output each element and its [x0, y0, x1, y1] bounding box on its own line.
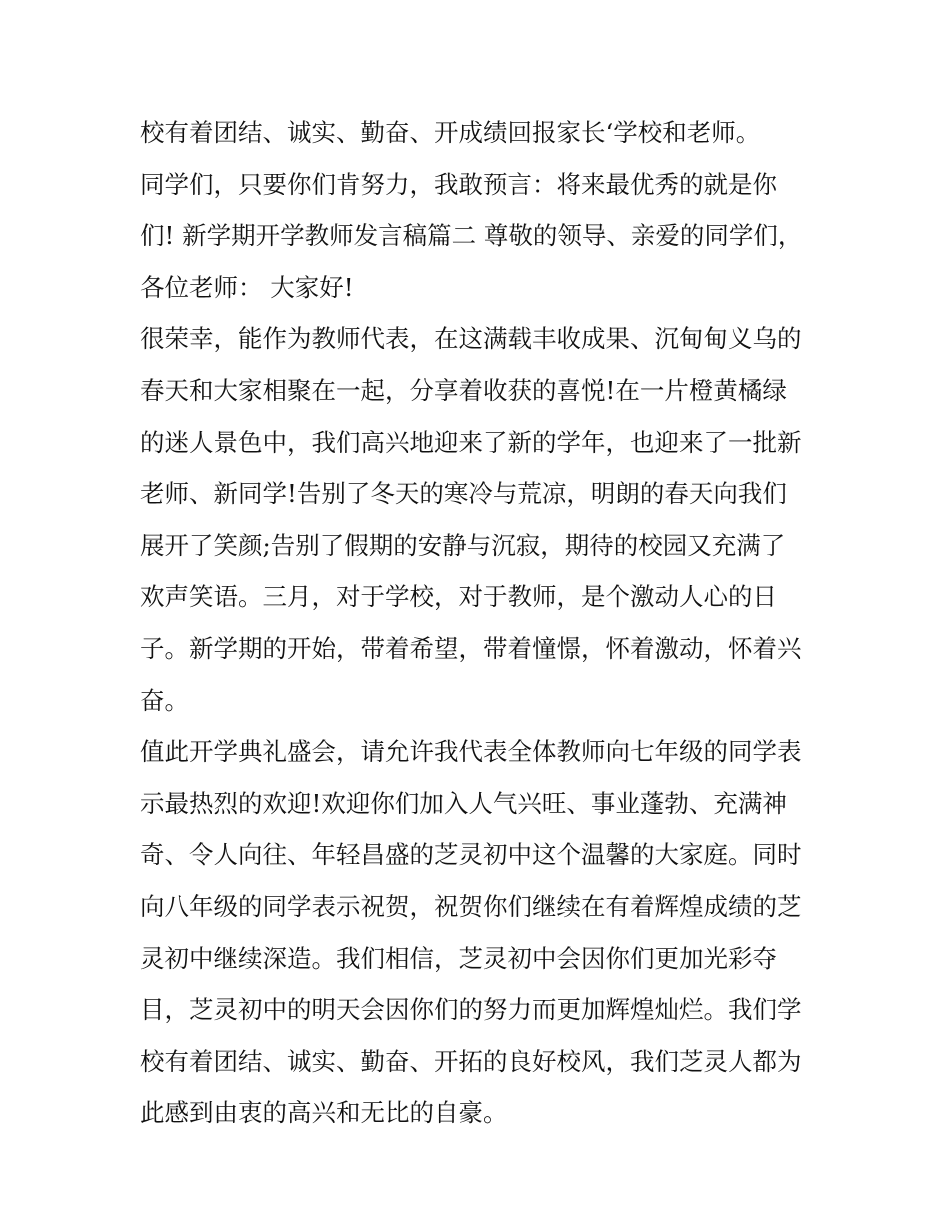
text-line: 奋。: [140, 685, 189, 715]
body-text: [140, 107, 820, 1139]
text-line: 们! 新学期开学教师发言稿篇二 尊敬的领导、亲爱的同学们，: [140, 221, 803, 251]
text-line: 灵初中继续深造。我们相信，芝灵初中会因你们更加光彩夺: [140, 943, 777, 973]
text-line: 校有着团结、诚实、勤奋、开成绩回报家长‘学校和老师。: [140, 118, 761, 147]
text-line: 向八年级的同学表示祝贺，祝贺你们继续在有着辉煌成绩的芝: [140, 891, 802, 921]
text-line: 欢声笑语。三月，对于学校，对于教师，是个激动人心的日: [140, 582, 777, 612]
text-line: 奇、令人向往、年轻昌盛的芝灵初中这个温馨的大家庭。同时: [140, 840, 802, 870]
text-line: 很荣幸，能作为教师代表，在这满载丰收成果、沉甸甸义乌的: [140, 324, 802, 354]
text-line: 值此开学典礼盛会，请允许我代表全体教师向七年级的同学表: [140, 737, 802, 767]
text-line: 子。新学期的开始，带着希望，带着憧憬，怀着激动，怀着兴: [140, 633, 802, 663]
text-line: 春天和大家相聚在一起，分享着收获的喜悦!在一片橙黄橘绿: [140, 375, 787, 405]
text-line: 各位老师： 大家好!: [140, 272, 354, 302]
text-line: 示最热烈的欢迎!欢迎你们加入人气兴旺、事业蓬勃、充满神: [140, 788, 787, 818]
text-line: 目，芝灵初中的明天会因你们的努力而更加辉煌灿烂。我们学: [140, 995, 802, 1025]
text-line: 校有着团结、诚实、勤奋、开拓的良好校风，我们芝灵人都为: [140, 1046, 802, 1076]
text-line: 的迷人景色中，我们高兴地迎来了新的学年，也迎来了一批新: [140, 427, 802, 457]
text-line: 展开了笑颜;告别了假期的安静与沉寂，期待的校园又充满了: [140, 530, 786, 560]
text-line: 老师、新同学!告别了冬天的寒冷与荒凉，明朗的春天向我们: [140, 479, 787, 509]
text-line: 同学们，只要你们肯努力，我敢预言：将来最优秀的就是你: [140, 169, 777, 199]
text-line: 此感到由衷的高兴和无比的自豪。: [140, 1098, 508, 1128]
